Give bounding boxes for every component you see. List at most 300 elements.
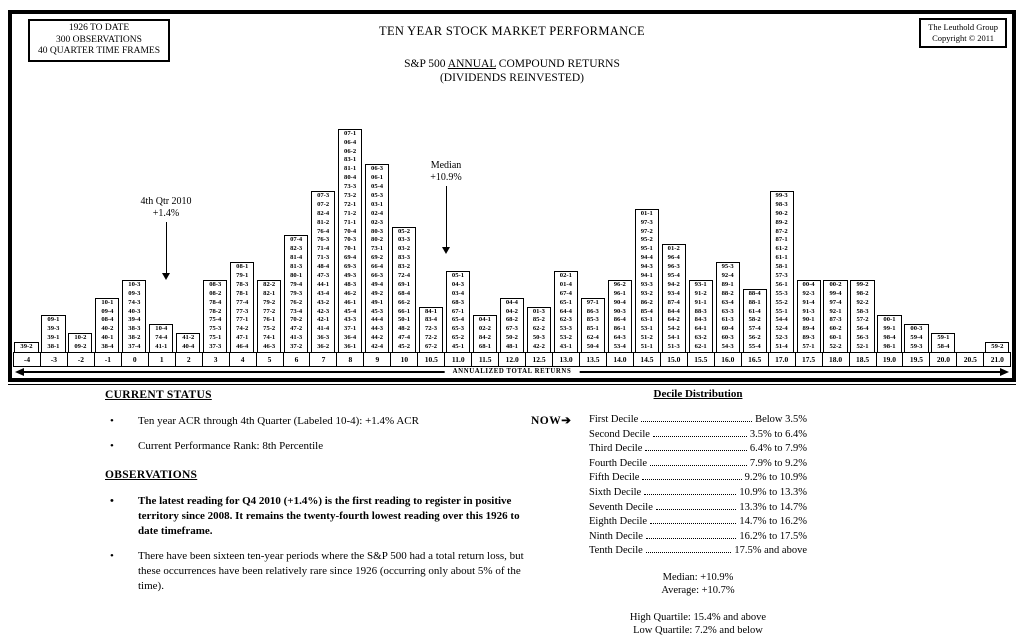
axis-tick-label: 9	[363, 352, 391, 367]
quarter-cell: 55-4	[748, 343, 761, 351]
quarter-cell: 92-2	[856, 298, 869, 306]
x-axis-label: ANNUALIZED TOTAL RETURNS	[445, 367, 580, 377]
quarter-cell: 95-2	[640, 236, 653, 244]
column-stack	[527, 307, 551, 352]
quarter-cell: 84-2	[478, 334, 491, 342]
quarter-cell: 59-1	[937, 334, 950, 342]
quarter-cell: 69-4	[344, 254, 357, 262]
quarter-cell: 68-3	[451, 298, 465, 306]
column-stack	[311, 191, 335, 352]
quarter-cell: 94-1	[640, 271, 653, 279]
decile-row	[589, 457, 807, 472]
quarter-cell: 52-4	[775, 325, 788, 333]
quarter-cell: 96-2	[613, 280, 626, 288]
quarter-cell: 74-2	[236, 325, 249, 333]
column-stack	[230, 262, 254, 352]
quarter-cell: 05-2	[397, 227, 411, 235]
quarter-cell: 53-3	[559, 325, 572, 333]
quarter-cell: 42-4	[371, 343, 384, 351]
quarter-cell: 65-2	[451, 334, 465, 342]
quarter-cell: 47-3	[317, 271, 330, 279]
quarter-cell: 03-4	[451, 289, 465, 297]
quarter-cell: 78-3	[236, 280, 249, 288]
quarter-cell: 96-1	[613, 289, 626, 297]
quarter-cell: 42-2	[532, 343, 545, 351]
quarter-cell: 38-4	[101, 343, 114, 351]
quarter-cell: 08-1	[236, 263, 249, 271]
column-stack	[904, 324, 928, 352]
quarter-cell: 73-1	[371, 245, 384, 253]
quarter-cell: 52-3	[775, 334, 788, 342]
quarter-cell: 72-4	[397, 271, 411, 279]
quarter-cell: 99-2	[856, 280, 869, 288]
decile-row	[589, 515, 807, 530]
quarter-cell: 53-1	[640, 325, 653, 333]
quarter-cell: 89-2	[775, 218, 788, 226]
histogram-column	[310, 109, 337, 352]
quarter-cell: 73-2	[344, 191, 357, 199]
quarter-cell: 86-4	[613, 316, 626, 324]
quarter-cell: 39-4	[128, 316, 141, 324]
quarter-cell: 40-2	[101, 325, 114, 333]
quarter-cell: 46-3	[263, 343, 276, 351]
histogram-column	[930, 109, 957, 352]
quarter-cell: 55-1	[775, 307, 788, 315]
brand-name: The Leuthold Group	[928, 22, 998, 32]
quarter-cell: 72-3	[424, 325, 438, 333]
decile-distribution	[531, 388, 807, 638]
bullet-text: The latest reading for Q4 2010 (+1.4%) is the first reading to register in positive territory since 2008. It remains the twenty-fourth lowest reading over this 1926 to date timeframe.	[138, 495, 520, 537]
quarter-cell: 57-4	[748, 325, 761, 333]
quarter-cell: 04-2	[505, 307, 518, 315]
histogram-column	[822, 109, 849, 352]
quarter-cell: 04-3	[451, 280, 465, 288]
quarter-cell: 67-2	[424, 343, 438, 351]
quarter-cell: 05-3	[371, 191, 384, 199]
quarter-cell: 94-2	[667, 280, 680, 288]
quarter-cell: 93-3	[640, 280, 653, 288]
decile-label: Tenth Decile	[589, 545, 643, 557]
median-value: Median: +10.9%	[662, 571, 734, 583]
quarter-cell: 99-1	[883, 325, 896, 333]
quarter-cell: 82-4	[317, 209, 330, 217]
quarter-cell: 60-3	[721, 334, 734, 342]
column-stack	[257, 280, 281, 352]
quarter-cell: 46-1	[344, 298, 357, 306]
quarter-cell: 53-4	[613, 343, 626, 351]
panel-underline	[8, 384, 1016, 385]
quarter-cell: 58-1	[775, 263, 788, 271]
quarter-cell: 82-3	[290, 245, 303, 253]
decile-range: 10.9% to 13.3%	[739, 486, 807, 498]
quarter-cell: 10-4	[155, 325, 168, 333]
title-block	[12, 24, 1012, 84]
column-stack	[149, 324, 173, 352]
quarter-cell: 58-2	[748, 316, 761, 324]
quarter-cell: 48-1	[505, 343, 518, 351]
axis-tick-label: 13.0	[552, 352, 580, 367]
histogram-column	[741, 109, 768, 352]
histogram-column	[283, 109, 310, 352]
decile-label: Fourth Decile	[589, 457, 648, 469]
high-quartile-value: High Quartile: 15.4% and above	[629, 611, 767, 623]
decile-range: 17.5% and above	[734, 545, 807, 557]
decile-range: Below 3.5%	[755, 414, 807, 425]
bullet-item	[105, 439, 537, 454]
quarter-cell: 95-4	[667, 271, 680, 279]
quarter-cell: 82-2	[263, 280, 276, 288]
quarter-cell: 52-1	[856, 343, 869, 351]
quarter-cell: 50-2	[505, 334, 518, 342]
quarter-cell: 39-2	[20, 343, 33, 351]
histogram-column	[471, 109, 498, 352]
histogram	[13, 109, 1011, 352]
dot-leader	[656, 501, 736, 510]
histogram-column	[957, 109, 984, 352]
quarter-cell: 70-2	[290, 316, 303, 324]
quarter-cell: 97-3	[640, 218, 653, 226]
quarter-cell: 37-3	[209, 343, 222, 351]
decile-label: Fifth Decile	[589, 472, 640, 484]
quarter-cell: 70-4	[344, 227, 357, 235]
axis-tick-label: 11.5	[471, 352, 499, 367]
quarter-cell: 03-2	[397, 245, 411, 253]
quarter-cell: 97-1	[586, 298, 599, 306]
quarter-cell: 77-3	[236, 307, 249, 315]
histogram-column	[903, 109, 930, 352]
histogram-column	[606, 109, 633, 352]
quarter-cell: 76-3	[317, 236, 330, 244]
x-axis-band	[13, 367, 1011, 378]
bullet-text: Ten year ACR through 4th Quarter (Labeled 10-4): +1.4% ACR	[138, 415, 419, 427]
quarter-cell: 84-1	[424, 307, 438, 315]
quarter-cell: 60-4	[721, 325, 734, 333]
quarter-cell: 62-3	[559, 316, 572, 324]
axis-tick-label: 18.5	[849, 352, 877, 367]
quarter-cell: 59-4	[910, 334, 923, 342]
subtitle-pre: S&P 500	[404, 58, 448, 70]
quarter-cell: 96-3	[667, 263, 680, 271]
quarter-cell: 67-1	[451, 307, 465, 315]
column-stack	[338, 129, 362, 352]
quarter-cell: 83-4	[424, 316, 438, 324]
quarter-cell: 49-4	[371, 280, 384, 288]
axis-tick-label: 4	[229, 352, 257, 367]
quarter-cell: 60-1	[829, 334, 842, 342]
quarter-cell: 65-1	[559, 298, 572, 306]
right-arrowhead-icon	[1000, 368, 1009, 376]
decile-rows	[531, 413, 807, 559]
quarter-cell: 54-3	[721, 343, 734, 351]
quarter-cell: 05-1	[451, 271, 465, 279]
quarter-cell: 02-4	[371, 209, 384, 217]
quarter-cell: 51-3	[667, 343, 680, 351]
quarter-cell: 73-4	[290, 307, 303, 315]
quarter-cell: 62-2	[532, 325, 545, 333]
quarter-cell: 48-2	[397, 325, 411, 333]
quarter-cell: 54-4	[775, 316, 788, 324]
quarter-cell: 44-4	[371, 316, 384, 324]
histogram-column	[445, 109, 472, 352]
histogram-column	[849, 109, 876, 352]
quarter-cell: 01-3	[532, 307, 545, 315]
column-stack	[446, 271, 470, 352]
quarter-cell: 49-2	[371, 289, 384, 297]
decile-label: Sixth Decile	[589, 486, 642, 498]
decile-label: Seventh Decile	[589, 501, 653, 513]
column-stack	[635, 209, 659, 352]
quarter-cell: 72-1	[344, 200, 357, 208]
quarter-cell: 84-3	[694, 316, 707, 324]
quarter-cell: 64-3	[613, 334, 626, 342]
quarter-cell: 57-2	[856, 316, 869, 324]
quarter-cell: 50-4	[586, 343, 599, 351]
observations-heading: OBSERVATIONS	[105, 469, 198, 481]
quarter-cell: 76-1	[263, 316, 276, 324]
current-status-bullets	[105, 414, 537, 454]
quarter-cell: 66-4	[371, 263, 384, 271]
axis-tick-label: -4	[13, 352, 41, 367]
bullet-marker-icon: •	[110, 550, 114, 562]
histogram-column	[768, 109, 795, 352]
quarter-cell: 55-3	[775, 289, 788, 297]
decile-row	[589, 486, 807, 501]
quarter-cell: 67-3	[505, 325, 518, 333]
histogram-column	[229, 109, 256, 352]
axis-tick-label: 0	[121, 352, 149, 367]
histogram-column	[984, 109, 1011, 352]
quarter-cell: 48-4	[317, 263, 330, 271]
column-stack	[689, 280, 713, 352]
quarter-cell: 91-2	[694, 289, 707, 297]
quarter-cell: 58-4	[937, 343, 950, 351]
histogram-column	[148, 109, 175, 352]
quarter-cell: 63-4	[721, 298, 734, 306]
quarter-cell: 66-2	[397, 298, 411, 306]
quarter-cell: 47-2	[290, 325, 303, 333]
histogram-column	[525, 109, 552, 352]
quarter-cell: 78-4	[209, 298, 222, 306]
quarter-cell: 94-4	[640, 254, 653, 262]
quarter-cell: 85-1	[586, 325, 599, 333]
axis-tick-label: 10	[390, 352, 418, 367]
column-stack	[500, 298, 524, 352]
bullet-marker-icon: •	[110, 415, 114, 427]
quarter-cell: 01-2	[667, 245, 680, 253]
quarter-cell: 69-2	[371, 254, 384, 262]
quarter-cell: 91-3	[802, 307, 815, 315]
quarter-cell: 68-4	[397, 289, 411, 297]
info-line-1: 1926 TO DATE	[68, 23, 130, 33]
quarter-cell: 71-3	[317, 254, 330, 262]
quarter-cell: 42-1	[317, 316, 330, 324]
quarter-cell: 93-2	[640, 289, 653, 297]
column-stack	[473, 315, 497, 352]
quarter-cell: 67-4	[559, 289, 572, 297]
average-value: Average: +10.7%	[661, 585, 735, 597]
observations-bullets	[105, 494, 537, 594]
quarter-cell: 87-2	[775, 227, 788, 235]
histogram-column	[94, 109, 121, 352]
quarter-cell: 57-3	[775, 271, 788, 279]
annotation-q4-line2: +1.4%	[152, 208, 180, 219]
axis-tick-label: 2	[175, 352, 203, 367]
quarter-cell: 46-2	[344, 289, 357, 297]
decile-label: Second Decile	[589, 428, 650, 440]
quarter-cell: 57-1	[802, 343, 815, 351]
decile-range: 13.3% to 14.7%	[739, 501, 807, 513]
quarter-cell: 77-2	[263, 307, 276, 315]
quarter-cell: 51-1	[640, 343, 653, 351]
quarter-cell: 95-3	[721, 263, 734, 271]
chart-subtitle	[12, 58, 1012, 70]
quarter-cell: 09-3	[128, 289, 141, 297]
histogram-column	[498, 109, 525, 352]
quarter-cell: 46-4	[236, 343, 249, 351]
chart-subtitle-2: (DIVIDENDS REINVESTED)	[439, 72, 585, 84]
bullet-item	[105, 549, 537, 594]
histogram-column	[795, 109, 822, 352]
quarter-cell: 80-3	[371, 227, 384, 235]
quarter-cell: 61-4	[748, 307, 761, 315]
quarter-cell: 81-2	[317, 218, 330, 226]
quarter-cell: 62-1	[694, 343, 707, 351]
quarter-cell: 40-3	[128, 307, 141, 315]
quarter-cell: 10-2	[74, 334, 87, 342]
decile-label: Ninth Decile	[589, 530, 643, 542]
axis-tick-label: 13.5	[579, 352, 607, 367]
quarter-cell: 98-1	[883, 343, 896, 351]
axis-tick-label: 19.5	[902, 352, 930, 367]
quarter-cell: 02-3	[371, 218, 384, 226]
quarter-cell: 88-4	[748, 289, 761, 297]
quarter-cell: 38-3	[128, 325, 141, 333]
column-stack	[122, 280, 146, 352]
quarter-cell: 40-4	[182, 343, 195, 351]
quarter-cell: 61-1	[775, 254, 788, 262]
quarter-cell: 61-2	[775, 245, 788, 253]
quarter-cell: 74-4	[155, 334, 168, 342]
quarter-cell: 63-2	[694, 334, 707, 342]
quarter-cell: 51-2	[640, 334, 653, 342]
quarter-cell: 02-2	[478, 325, 491, 333]
decile-label: First Decile	[589, 414, 639, 425]
quarter-cell: 80-4	[344, 174, 357, 182]
quarter-cell: 90-4	[613, 298, 626, 306]
quarter-cell: 78-2	[209, 307, 222, 315]
quarter-cell: 52-2	[829, 343, 842, 351]
quarter-cell: 78-1	[236, 289, 249, 297]
quarter-cell: 89-4	[802, 325, 815, 333]
quarter-cell: 97-4	[829, 298, 842, 306]
quarter-cell: 70-1	[344, 245, 357, 253]
decile-row	[589, 442, 807, 457]
brand-box	[919, 18, 1007, 48]
quarter-cell: 91-4	[802, 298, 815, 306]
column-stack	[284, 235, 308, 352]
quarter-cell: 06-4	[344, 138, 357, 146]
dot-leader	[650, 457, 747, 466]
quarter-cell: 92-1	[829, 307, 842, 315]
dot-leader	[641, 413, 752, 422]
chart-title: TEN YEAR STOCK MARKET PERFORMANCE	[379, 24, 645, 38]
quarter-cell: 89-1	[721, 280, 734, 288]
histogram-column	[121, 109, 148, 352]
axis-tick-label: -3	[40, 352, 68, 367]
quarter-cell: 36-4	[344, 334, 357, 342]
histogram-column	[364, 109, 391, 352]
histogram-column	[660, 109, 687, 352]
quarter-cell: 86-2	[640, 298, 653, 306]
quarter-cell: 07-1	[344, 129, 357, 137]
column-stack	[419, 307, 443, 352]
decile-range: 7.9% to 9.2%	[749, 457, 807, 469]
quarter-cell: 93-1	[694, 280, 707, 288]
quarter-cell: 00-3	[910, 325, 923, 333]
quarter-cell: 07-3	[317, 191, 330, 199]
column-stack	[823, 280, 847, 352]
quarter-cell: 01-1	[640, 209, 653, 217]
quarter-cell: 79-2	[263, 298, 276, 306]
decile-row	[589, 501, 807, 516]
column-stack	[716, 262, 740, 352]
histogram-column	[40, 109, 67, 352]
quarter-cell: 72-2	[424, 334, 438, 342]
quarter-cell: 50-3	[532, 334, 545, 342]
histogram-column	[687, 109, 714, 352]
decile-row	[589, 544, 807, 559]
quarter-cell: 42-3	[317, 307, 330, 315]
quarter-cell: 45-1	[451, 343, 465, 351]
column-stack	[850, 280, 874, 352]
quarter-cell: 77-1	[236, 316, 249, 324]
decile-range: 6.4% to 7.9%	[749, 443, 807, 455]
quarter-cell: 79-1	[236, 271, 249, 279]
quarter-cell: 04-1	[478, 316, 491, 324]
column-stack	[68, 333, 92, 352]
column-stack	[931, 333, 955, 352]
histogram-column	[579, 109, 606, 352]
quarter-cell: 96-4	[667, 254, 680, 262]
column-stack	[95, 298, 119, 352]
axis-tick-label: 3	[202, 352, 230, 367]
axis-tick-label: -2	[67, 352, 95, 367]
quarter-cell: 02-1	[559, 271, 572, 279]
quarter-cell: 05-4	[371, 183, 384, 191]
quarter-cell: 98-4	[883, 334, 896, 342]
quarter-cell: 59-2	[991, 343, 1004, 351]
quarter-cell: 48-3	[344, 280, 357, 288]
histogram-column	[175, 109, 202, 352]
quarter-cell: 45-3	[371, 307, 384, 315]
quarter-cell: 90-3	[613, 307, 626, 315]
quarter-cell: 79-3	[290, 289, 303, 297]
bullet-marker-icon: •	[110, 440, 114, 452]
quarter-cell: 03-3	[397, 236, 411, 244]
subtitle-post: COMPOUND RETURNS	[495, 58, 620, 70]
axis-tick-label: 17.5	[795, 352, 823, 367]
info-line-2: 300 OBSERVATIONS	[56, 34, 142, 45]
quarter-cell: 56-2	[748, 334, 761, 342]
decile-row	[589, 471, 807, 486]
quarter-cell: 80-2	[371, 236, 384, 244]
quarter-cell: 69-3	[344, 263, 357, 271]
quarter-cell: 44-2	[371, 334, 384, 342]
column-stack	[662, 244, 686, 352]
quarter-cell: 36-1	[344, 343, 357, 351]
quarter-cell: 63-1	[640, 316, 653, 324]
quarter-cell: 09-4	[101, 307, 114, 315]
